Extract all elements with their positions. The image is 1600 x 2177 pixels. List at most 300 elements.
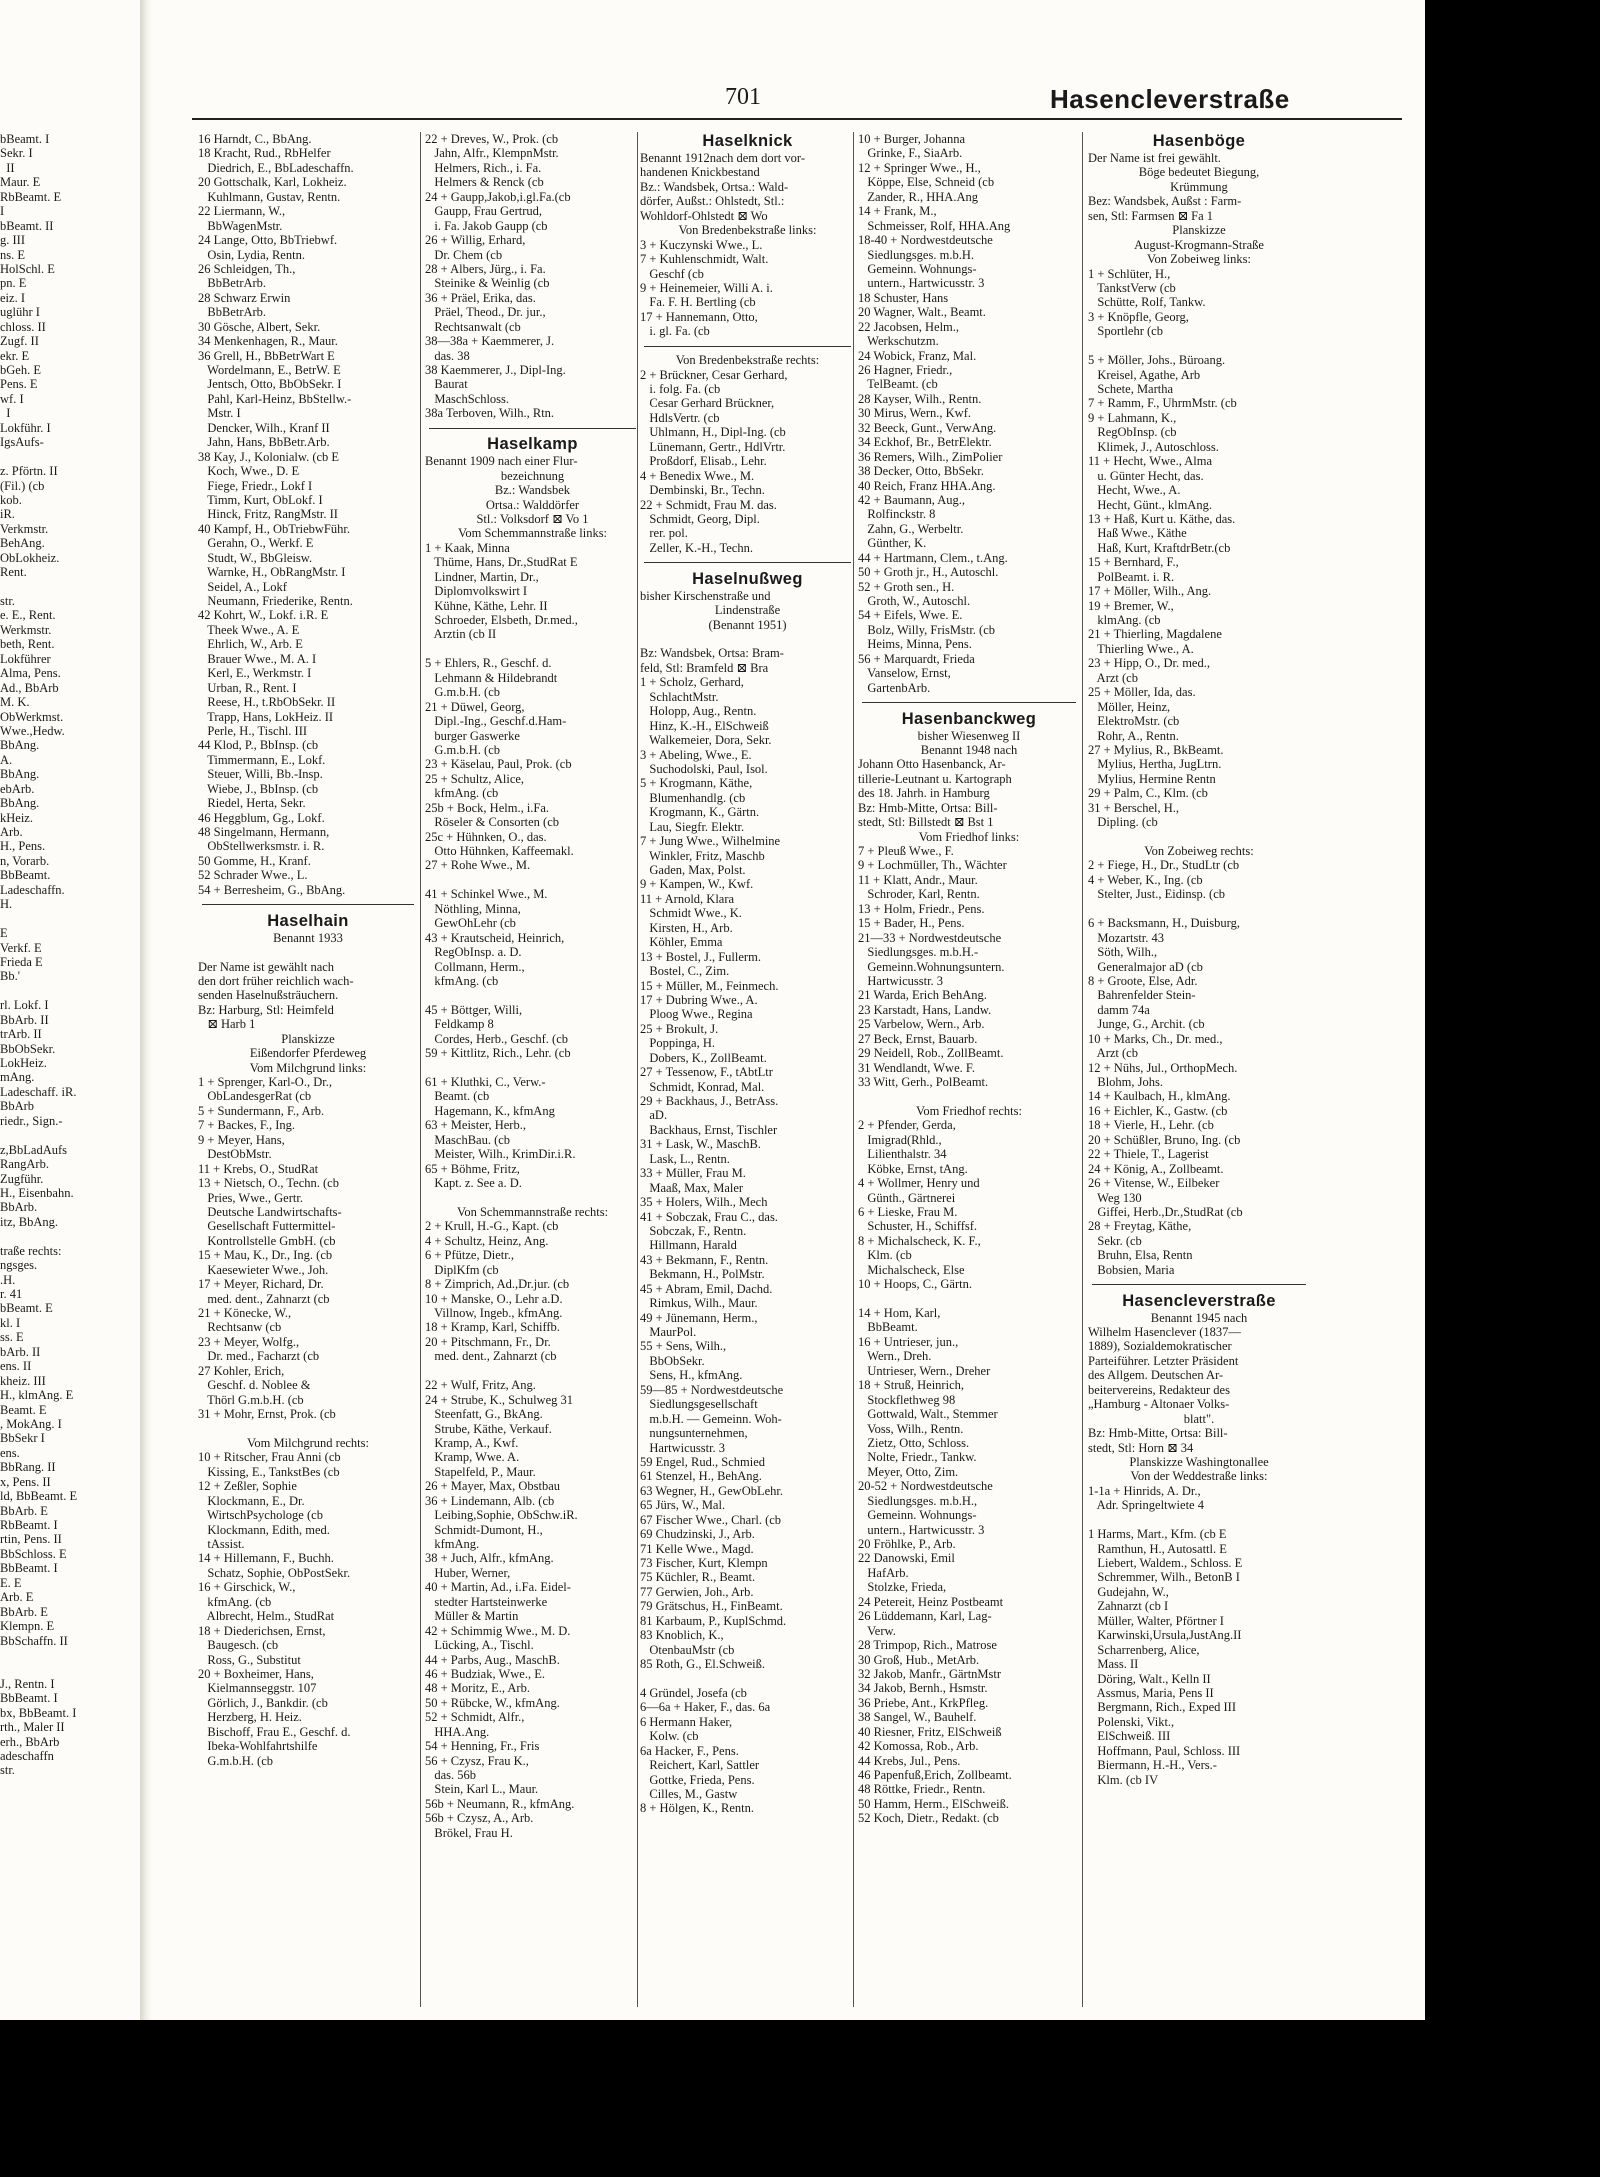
directory-entry: BbArb.: [0, 1200, 38, 1215]
directory-entry: .H.: [0, 1272, 16, 1287]
centered-line: Benannt 1933: [273, 930, 343, 945]
directory-entry: RbBeamt. E: [0, 189, 62, 204]
directory-entry: 26 Schleidgen, Th.,: [198, 261, 296, 276]
directory-entry: Zeller, K.-H., Techn.: [640, 540, 753, 555]
directory-entry: Dembinski, Br., Techn.: [640, 483, 765, 498]
directory-entry: 12 + Nühs, Jul., OrthopMech.: [1088, 1060, 1238, 1075]
directory-entry: Johann Otto Hasenbanck, Ar-: [858, 757, 1006, 772]
directory-entry: 16 + Girschick, W.,: [198, 1580, 296, 1595]
directory-entry: Villnow, Ingeb., kfmAng.: [425, 1306, 563, 1320]
directory-entry: Assmus, Maria, Pens II: [1088, 1685, 1214, 1700]
directory-entry: 46 Heggblum, Gg., Lokf.: [198, 810, 325, 825]
street-heading: Haselknick: [702, 132, 793, 150]
directory-entry: Mstr. I: [198, 406, 241, 421]
directory-entry: 18 Schuster, Hans: [858, 290, 949, 305]
directory-entry: 14 + Hillemann, F., Buchh.: [198, 1551, 334, 1566]
directory-entry: Präel, Theod., Dr. jur.,: [425, 305, 546, 320]
directory-entry: Köppe, Else, Schneid (cb: [858, 175, 995, 190]
directory-entry: Arztin (cb II: [425, 627, 497, 642]
directory-entry: Mass. II: [1088, 1657, 1139, 1672]
directory-entry: Schmidt Wwe., K.: [640, 906, 742, 921]
directory-entry: u. Günter Hecht, das.: [1088, 468, 1204, 483]
directory-entry: 45 + Abram, Emil, Dachd.: [640, 1281, 773, 1296]
directory-entry: Stapelfeld, P., Maur.: [425, 1464, 536, 1479]
directory-entry: Jahn, Alfr., KlempnMstr.: [425, 146, 559, 161]
directory-entry: itz, BbAng.: [0, 1214, 58, 1229]
directory-entry: Studt, W., BbGleisw.: [198, 550, 313, 565]
directory-entry: beitervereins, Redakteur des: [1088, 1382, 1230, 1397]
directory-entry: GewOhLehr (cb: [425, 916, 516, 931]
directory-entry: Ibeka-Wohlfahrtshilfe: [198, 1739, 318, 1754]
directory-entry: 20 + Pitschmann, Fr., Dr.: [425, 1334, 551, 1349]
directory-entry: 6 + Pfütze, Dietr.,: [425, 1248, 514, 1263]
directory-entry: Schatz, Sophie, ObPostSekr.: [198, 1565, 351, 1580]
directory-entry: Maaß, Max, Maler: [640, 1180, 744, 1195]
directory-entry: 28 Kayser, Wilh., Rentn.: [858, 391, 982, 406]
centered-line: Von Bredenbekstraße rechts:: [675, 353, 820, 368]
directory-entry: [0, 1128, 140, 1142]
directory-entry: GartenbArb.: [858, 680, 931, 695]
directory-entry: Karwinski,Ursula,JustAng.II: [1088, 1628, 1242, 1643]
directory-entry: 27 + Tessenow, F., tAbtLtr: [640, 1065, 773, 1080]
directory-entry: burger Gaswerke: [425, 728, 520, 743]
directory-entry: 52 + Schmidt, Alfr.,: [425, 1710, 525, 1725]
directory-entry: 5 + Möller, Johs., Büroang.: [1088, 353, 1226, 368]
directory-entry: 21 + Thierling, Magdalene: [1088, 627, 1222, 642]
directory-entry: Helmers, Rich., i. Fa.: [425, 160, 542, 175]
centered-line: Vom Schemmannstraße links:: [457, 526, 608, 541]
centered-line: Planskizze: [1172, 223, 1226, 238]
centered-line: Vom Milchgrund links:: [249, 1060, 367, 1075]
directory-entry: Kontrollstelle GmbH. (cb: [198, 1233, 336, 1248]
directory-entry: Kissing, E., TankstBes (cb: [198, 1464, 340, 1479]
directory-entry: Biermann, H.-H., Vers.-: [1088, 1758, 1217, 1773]
directory-entry: 5 + Ehlers, R., Geschf. d.: [425, 656, 552, 671]
directory-entry: 2 + Pfender, Gerda,: [858, 1118, 956, 1133]
section-rule: [198, 897, 418, 911]
directory-entry: 29 + Backhaus, J., BetrAss.: [640, 1094, 779, 1108]
centered-line: Vom Milchgrund rechts:: [247, 1435, 369, 1450]
directory-entry: 12 + Springer Wwe., H.,: [858, 160, 981, 175]
directory-entry: Klimek, J., Autoschloss.: [1088, 439, 1219, 454]
directory-entry: Reichert, Karl, Sattler: [640, 1758, 760, 1773]
centered-line: Böge bedeutet Biegung,: [1138, 165, 1260, 180]
directory-entry: 36 + Lindemann, Alb. (cb: [425, 1493, 555, 1508]
directory-entry: Meister, Wilh., KrimDir.i.R.: [425, 1147, 576, 1162]
directory-entry: Gemeinn. Wohnungs-: [858, 1508, 977, 1523]
directory-entry: 1-1a + Hinrids, A. Dr.,: [1088, 1483, 1201, 1498]
directory-entry: 12 + Zeßler, Sophie: [198, 1479, 297, 1494]
directory-entry: 28 + Freytag, Käthe,: [1088, 1219, 1192, 1234]
directory-entry: Rimkus, Wilh., Maur.: [640, 1296, 758, 1311]
directory-entry: eiz. I: [0, 290, 25, 305]
directory-entry: Stolzke, Frieda,: [858, 1580, 947, 1595]
directory-entry: g. III: [0, 233, 25, 248]
directory-entry: Bekmann, H., PolMstr.: [640, 1267, 765, 1282]
directory-entry: Nöthling, Minna,: [425, 901, 521, 916]
directory-entry: Wern., Dreh.: [858, 1349, 932, 1364]
directory-entry: Frieda E: [0, 954, 43, 969]
directory-entry: 24 Lange, Otto, BbTriebwf.: [198, 233, 338, 248]
directory-entry: Rolfinckstr. 8: [858, 507, 936, 522]
directory-entry: Sobczak, F., Rentn.: [640, 1223, 747, 1238]
directory-entry: 67 Fischer Wwe., Charl. (cb: [640, 1512, 782, 1527]
directory-entry: Weg 130: [1088, 1190, 1142, 1205]
directory-entry: Imigrad(Rhld.,: [858, 1132, 942, 1147]
directory-entry: [858, 1089, 1080, 1103]
directory-entry: LokHeiz.: [0, 1056, 47, 1070]
directory-entry: 9 + Lahmann, K.,: [1088, 410, 1177, 425]
directory-entry: 52 Schrader Wwe., L.: [198, 868, 308, 883]
directory-entry: Wohldorf-Ohlstedt ⊠ Wo: [640, 208, 768, 223]
directory-entry: Schroeder, Elsbeth, Dr.med.,: [425, 613, 578, 627]
directory-entry: 42 Kohrt, W., Lokf. i.R. E: [198, 608, 329, 623]
directory-entry: Baurat: [425, 377, 468, 392]
directory-entry: Sportlehr (cb: [1088, 324, 1163, 339]
directory-entry: Bb.': [0, 969, 20, 984]
directory-entry: adeschaffn: [0, 1749, 54, 1763]
directory-entry: 10 + Hoops, C., Gärtn.: [858, 1277, 972, 1292]
directory-entry: Michalscheck, Else: [858, 1262, 965, 1277]
directory-entry: G.m.b.H. (cb: [425, 685, 500, 700]
directory-entry: 54 + Eifels, Wwe. E.: [858, 608, 963, 623]
directory-entry: 28 Schwarz Erwin: [198, 290, 291, 305]
directory-entry: MaurPol.: [640, 1325, 697, 1339]
directory-entry: 40 Kampf, H., ObTriebwFühr.: [198, 521, 350, 536]
directory-entry: [858, 1292, 1080, 1306]
directory-entry: Zietz, Otto, Schloss.: [858, 1435, 970, 1450]
directory-entry: DestObMstr.: [198, 1147, 272, 1162]
directory-entry: 22 Jacobsen, Helm.,: [858, 319, 960, 334]
directory-entry: Schütte, Rolf, Tankw.: [1088, 295, 1206, 310]
directory-entry: Arb.: [0, 825, 23, 839]
directory-entry: Werkmstr.: [0, 622, 52, 637]
directory-entry: Haß, Kurt, KraftdrBetr.(cb: [1088, 540, 1231, 555]
directory-entry: Kühne, Käthe, Lehr. II: [425, 598, 548, 613]
directory-entry: m.b.H. — Gemeinn. Woh-: [640, 1411, 782, 1426]
directory-entry: beth, Rent.: [0, 637, 55, 652]
directory-entry: 15 + Bader, H., Pens.: [858, 916, 965, 931]
directory-entry: 28 + Albers, Jürg., i. Fa.: [425, 261, 546, 276]
directory-entry: Klm. (cb IV: [1088, 1772, 1159, 1787]
directory-entry: Zugf. II: [0, 334, 39, 349]
directory-entry: aD.: [640, 1108, 668, 1123]
directory-entry: I: [0, 204, 5, 219]
column-divider: [1082, 132, 1083, 2007]
directory-entry: Collmann, Herm.,: [425, 959, 525, 974]
directory-entry: rl. Lokf. I: [0, 998, 49, 1013]
directory-entry: 18 + Struß, Heinrich,: [858, 1378, 964, 1393]
directory-entry: 18 + Kramp, Karl, Schiffb.: [425, 1320, 560, 1335]
directory-entry: 31 + Berschel, H.,: [1088, 800, 1180, 815]
directory-entry: Leibing,Sophie, ObSchw.iR.: [425, 1508, 578, 1523]
directory-entry: ElSchweiß. III: [1088, 1729, 1171, 1744]
directory-entry: 34 Eckhof, Br., BetrElektr.: [858, 435, 992, 450]
centered-line: Planskizze: [281, 1031, 335, 1046]
directory-entry: Koch, Wwe., D. E: [198, 464, 300, 479]
directory-entry: ns. E: [0, 247, 25, 262]
directory-entry: n, Vorarb.: [0, 853, 50, 868]
directory-entry: Herzberg, H. Heiz.: [198, 1710, 302, 1725]
directory-entry: Lehmann & Hildebrandt: [425, 670, 558, 685]
directory-entry: Röseler & Consorten (cb: [425, 815, 560, 830]
directory-entry: Klockmann, Edith, med.: [198, 1522, 330, 1537]
centered-line: blatt".: [1183, 1411, 1215, 1426]
directory-entry: Bz: Wandsbek, Ortsa: Bram-: [640, 646, 784, 661]
directory-entry: Görlich, J., Bankdir. (cb: [198, 1695, 328, 1710]
directory-entry: 25b + Bock, Helm., i.Fa.: [425, 800, 550, 815]
directory-entry: 40 Reich, Franz HHA.Ang.: [858, 478, 996, 493]
directory-entry: [0, 580, 140, 594]
directory-entry: Kolw. (cb: [640, 1729, 699, 1744]
centered-line: bisher Wiesenweg II: [917, 728, 1021, 743]
centered-line: Planskizze Washingtonallee: [1129, 1454, 1269, 1469]
directory-entry: [640, 632, 855, 646]
centered-line: Von Schemmannstraße rechts:: [456, 1204, 609, 1219]
directory-entry: Verkf. E: [0, 940, 42, 955]
directory-entry: Kirsten, H., Arb.: [640, 920, 733, 935]
book-gutter: [140, 0, 152, 2020]
directory-entry: Hecht, Wwe., A.: [1088, 483, 1181, 498]
centered-line: Vom Friedhof links:: [918, 829, 1020, 844]
scan-border-bottom: [0, 2020, 1425, 2177]
directory-entry: des Allgem. Deutschen Ar-: [1088, 1368, 1224, 1383]
directory-entry: 32 Beeck, Gunt., VerwAng.: [858, 420, 997, 435]
directory-entry: BbAng.: [0, 767, 40, 782]
directory-entry: bBeamt. E: [0, 1301, 53, 1316]
directory-entry: 10 + Marks, Ch., Dr. med.,: [1088, 1031, 1223, 1046]
directory-entry: 11 + Arnold, Klara: [640, 891, 735, 906]
directory-entry: Stein, Karl L., Maur.: [425, 1782, 539, 1797]
column-5: [1088, 132, 1310, 1787]
directory-entry: Müller & Martin: [425, 1609, 519, 1624]
directory-entry: 43 + Bekmann, F., Rentn.: [640, 1252, 769, 1267]
directory-entry: Sekr. I: [0, 146, 33, 161]
directory-entry: 13 + Nietsch, O., Techn. (cb: [198, 1176, 339, 1191]
directory-entry: 59 + Kittlitz, Rich., Lehr. (cb: [425, 1046, 571, 1061]
directory-entry: Timm, Kurt, ObLokf. I: [198, 492, 323, 507]
directory-entry: kfmAng.: [425, 1537, 480, 1551]
directory-entry: Arb. E: [0, 1590, 34, 1605]
directory-entry: Stockflethweg 98: [858, 1392, 956, 1407]
centered-line: Stl.: Volksdorf ⊠ Vo 1: [476, 511, 589, 526]
directory-entry: Gesellschaft Futtermittel-: [198, 1219, 336, 1234]
directory-entry: Voss, Wilh., Rentn.: [858, 1421, 964, 1436]
directory-entry: [425, 642, 640, 656]
directory-entry: stedter Hartsteinwerke: [425, 1594, 548, 1609]
directory-entry: 9 + Lochmüller, Th., Wächter: [858, 858, 1007, 873]
directory-entry: Ladeschaffn.: [0, 882, 65, 897]
directory-entry: 31 + Mohr, Ernst, Prok. (cb: [198, 1407, 336, 1422]
directory-entry: Hinck, Fritz, RangMstr. II: [198, 507, 338, 522]
directory-entry: 9 + Heinemeier, Willi A. i.: [640, 280, 773, 295]
directory-entry: Arzt (cb: [1088, 1046, 1138, 1061]
street-heading: Hasencleverstraße: [1122, 1291, 1276, 1310]
directory-entry: kl. I: [0, 1315, 21, 1330]
directory-entry: 22 + Thiele, T., Lagerist: [1088, 1147, 1209, 1162]
directory-entry: 14 + Hom, Karl,: [858, 1306, 941, 1320]
directory-entry: Lindner, Martin, Dr.,: [425, 569, 539, 584]
directory-entry: 79 Grätschus, H., FinBeamt.: [640, 1599, 783, 1614]
directory-entry: i. Fa. Jakob Gaupp (cb: [425, 218, 548, 233]
directory-entry: 48 + Moritz, E., Arb.: [425, 1681, 530, 1696]
scan-border-right: [1425, 0, 1600, 2177]
directory-entry: 50 + Groth jr., H., Autoschl.: [858, 565, 999, 580]
directory-entry: Bz: Hmb-Mitte, Ortsa: Bill-: [1088, 1426, 1228, 1441]
directory-entry: 36 Remers, Wilh., ZimPolier: [858, 449, 1003, 464]
directory-entry: 20-52 + Nordwestdeutsche: [858, 1479, 993, 1494]
directory-entry: [0, 1229, 140, 1243]
directory-entry: 63 + Meister, Herb.,: [425, 1118, 526, 1133]
directory-entry: Steinike & Weinlig (cb: [425, 276, 550, 291]
directory-entry: 1 + Scholz, Gerhard,: [640, 675, 744, 690]
directory-entry: 23 Karstadt, Hans, Landw.: [858, 1002, 992, 1017]
directory-entry: 9 + Kampen, W., Kwf.: [640, 877, 754, 892]
directory-entry: 49 + Jünemann, Herm.,: [640, 1310, 758, 1325]
directory-entry: 11 + Klatt, Andr., Maur.: [858, 872, 978, 887]
directory-entry: Dr. med., Facharzt (cb: [198, 1349, 320, 1364]
directory-entry: 20 + Boxheimer, Hans,: [198, 1666, 314, 1681]
directory-entry: kfmAng. (cb: [425, 786, 499, 801]
directory-entry: 50 Hamm, Herm., ElSchweiß.: [858, 1796, 1010, 1811]
directory-entry: 22 Danowski, Emil: [858, 1551, 955, 1566]
directory-entry: Poppinga, H.: [640, 1036, 715, 1051]
directory-entry: [0, 450, 140, 464]
directory-entry: tAssist.: [198, 1537, 245, 1551]
directory-entry: 30 Mirus, Wern., Kwf.: [858, 406, 971, 421]
directory-entry: Dobers, K., ZollBeamt.: [640, 1050, 767, 1065]
directory-entry: Hillmann, Harald: [640, 1238, 737, 1253]
directory-entry: Dr. Chem (cb: [425, 247, 503, 262]
directory-entry: das. 56b: [425, 1768, 477, 1782]
directory-entry: Thörl G.m.b.H. (cb: [198, 1392, 304, 1407]
directory-entry: Siedlungsgesellschaft: [640, 1397, 758, 1412]
page-number: 701: [725, 84, 761, 110]
directory-entry: 18 + Vierle, H., Lehr. (cb: [1088, 1118, 1214, 1133]
directory-entry: Brauer Wwe., M. A. I: [198, 651, 317, 666]
directory-entry: 6a Hacker, F., Pens.: [640, 1743, 739, 1758]
column-divider: [637, 132, 638, 2007]
directory-entry: Ehrlich, W., Arb. E: [198, 637, 303, 652]
directory-entry: Jahn, Hans, BbBetr.Arb.: [198, 435, 330, 450]
directory-entry: Lask, L., Rentn.: [640, 1151, 730, 1166]
directory-entry: 31 + Lask, W., MaschB.: [640, 1137, 761, 1152]
directory-entry: Sekr. (cb: [1088, 1233, 1142, 1248]
centered-line: Benannt 1945 nach: [1150, 1310, 1248, 1325]
directory-entry: 4 + Weber, K., Ing. (cb: [1088, 872, 1203, 887]
directory-entry: Schroder, Karl, Rentn.: [858, 887, 980, 902]
directory-entry: 34 Menkenhagen, R., Maur.: [198, 334, 338, 349]
directory-entry: pn. E: [0, 276, 27, 291]
directory-entry: 22 + Schmidt, Frau M. das.: [640, 497, 777, 512]
directory-entry: Wwe.,Hedw.: [0, 723, 65, 738]
directory-entry: Günth., Gärtnerei: [858, 1190, 956, 1205]
directory-entry: BbBetrArb.: [198, 305, 267, 320]
column-divider: [420, 132, 421, 2007]
directory-entry: 17 + Dubring Wwe., A.: [640, 992, 758, 1007]
directory-entry: Bz: Harburg, Stl: Heimfeld: [198, 1002, 334, 1017]
directory-entry: ld, BbBeamt. E: [0, 1489, 78, 1504]
directory-entry: Kramp, Wwe. A.: [425, 1450, 520, 1465]
directory-entry: 54 + Henning, Fr., Fris: [425, 1739, 540, 1754]
directory-entry: 5 + Sundermann, F., Arb.: [198, 1103, 325, 1118]
directory-entry: Blumenhandlg. (cb: [640, 790, 746, 805]
directory-entry: Baugesch. (cb: [198, 1638, 279, 1653]
directory-entry: BbObSekr.: [640, 1353, 705, 1368]
column-4: [858, 132, 1080, 1826]
directory-entry: 25 + Schultz, Alice,: [425, 771, 525, 786]
directory-entry: 27 Kohler, Erich,: [198, 1363, 285, 1378]
directory-entry: 24 + Gaupp,Jakob,i.gl.Fa.(cb: [425, 189, 571, 204]
directory-entry: Hartwicusstr. 3: [640, 1440, 726, 1455]
directory-entry: Haß Wwe., Käthe: [1088, 526, 1187, 541]
directory-entry: x, Pens. II: [0, 1474, 51, 1489]
directory-entry: Gottwald, Walt., Stemmer: [858, 1407, 998, 1422]
directory-entry: BbArb: [0, 1099, 35, 1114]
directory-entry: 18-40 + Nordwestdeutsche: [858, 233, 993, 248]
directory-entry: 7 + Pleuß Wwe., F.: [858, 844, 954, 858]
directory-entry: 8 + Hölgen, K., Rentn.: [640, 1801, 754, 1816]
directory-entry: Hecht, Günt., klmAng.: [1088, 497, 1212, 512]
directory-entry: G.m.b.H. (cb: [425, 742, 500, 757]
directory-entry: 9 + Meyer, Hans,: [198, 1132, 285, 1147]
street-heading: Hasenböge: [1152, 132, 1246, 150]
section-rule: [1088, 1277, 1310, 1291]
directory-entry: Wiebe, J., BbInsp. (cb: [198, 781, 319, 796]
directory-entry: Klempn. E: [0, 1619, 55, 1634]
directory-entry: Ramthun, H., Autosattl. E: [1088, 1541, 1227, 1556]
directory-entry: Zahnarzt (cb I: [1088, 1599, 1169, 1614]
directory-entry: Siedlungsges. m.b.H.,: [858, 1493, 978, 1508]
directory-entry: Siedlungsges. m.b.H.-: [858, 945, 979, 960]
directory-entry: Ross, G., Substitut: [198, 1652, 301, 1667]
directory-entry: Bolz, Willy, FrisMstr. (cb: [858, 622, 995, 637]
column-1: [198, 132, 418, 1768]
directory-entry: Beamt. (cb: [425, 1089, 490, 1104]
directory-entry: Zander, R., HHA.Ang: [858, 189, 978, 204]
centered-line: Ortsa.: Walddörfer: [485, 497, 580, 512]
directory-entry: 13 + Bostel, J., Fullerm.: [640, 949, 761, 964]
directory-entry: BbAng.: [0, 738, 40, 753]
directory-entry: Blohm, Johs.: [1088, 1075, 1164, 1089]
directory-entry: Kreisel, Agathe, Arb: [1088, 367, 1201, 382]
directory-entry: 35 + Holers, Wilh., Mech: [640, 1195, 768, 1210]
directory-entry: BbBeamt.: [858, 1320, 918, 1335]
directory-entry: 38 Kay, J., Kolonialw. (cb E: [198, 449, 340, 464]
directory-entry: 20 Fröhlke, P., Arb.: [858, 1537, 956, 1551]
directory-entry: 52 Koch, Dietr., Redakt. (cb: [858, 1811, 999, 1826]
directory-entry: Parteiführer. Letzter Präsident: [1088, 1353, 1239, 1368]
directory-entry: Mylius, Hertha, JugLtrn.: [1088, 757, 1222, 772]
directory-entry: 81 Karbaum, P., KuplSchmd.: [640, 1613, 787, 1628]
directory-entry: 13 + Holm, Friedr., Pens.: [858, 901, 985, 916]
directory-entry: Gaden, Max, Polst.: [640, 863, 746, 877]
directory-entry: Mozartstr. 43: [1088, 930, 1165, 945]
directory-entry: Bobsien, Maria: [1088, 1262, 1175, 1277]
directory-entry: 52 + Groth sen., H.: [858, 579, 955, 594]
directory-entry: Müller, Walter, Pförtner I: [1088, 1613, 1224, 1628]
directory-entry: Urban, R., Rent. I: [198, 680, 297, 695]
directory-entry: 40 + Martin, Ad., i.Fa. Eidel-: [425, 1580, 571, 1595]
directory-entry: Der Name ist gewählt nach: [198, 959, 335, 974]
directory-entry: 28 Trimpop, Rich., Matrose: [858, 1638, 997, 1653]
directory-entry: z,BbLadAufs: [0, 1142, 67, 1157]
directory-entry: 36 Grell, H., BbBetrWart E: [198, 348, 335, 363]
directory-entry: BbBeamt. I: [0, 1561, 58, 1576]
directory-entry: Klm. (cb: [858, 1248, 912, 1263]
directory-entry: Meyer, Otto, Zim.: [858, 1464, 959, 1479]
directory-entry: BbBetrArb.: [198, 276, 267, 291]
